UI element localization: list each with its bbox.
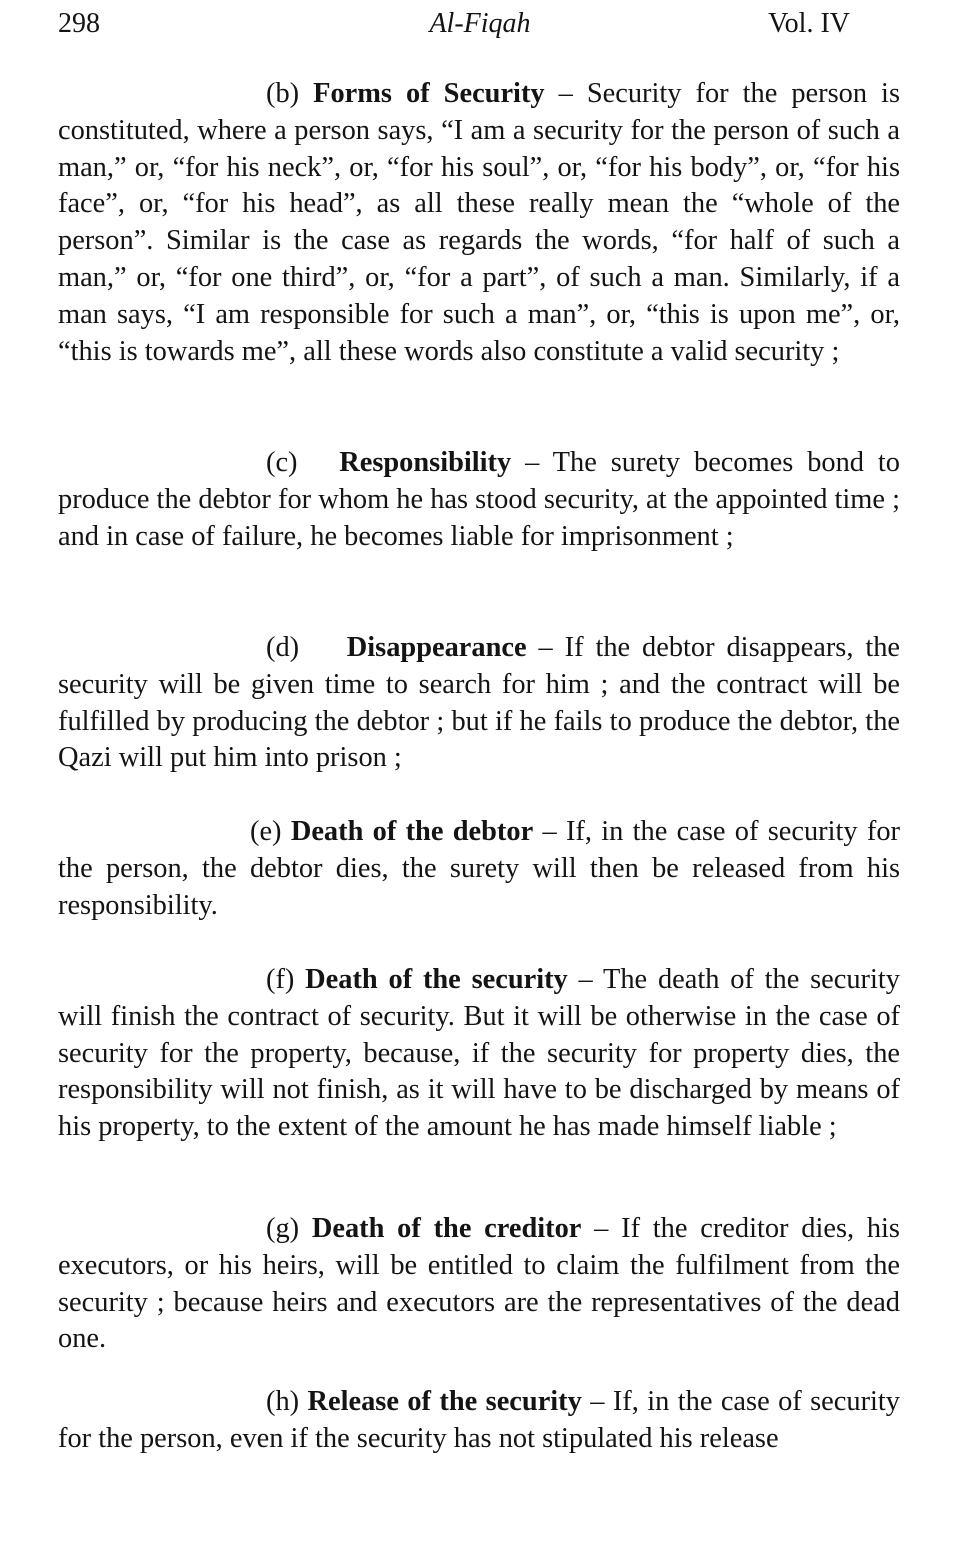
section-g: [58, 1211, 900, 1358]
section-h: [58, 1384, 900, 1458]
section-text: If, in the case of security for the person, even if the security has not stipulated his release: [58, 1386, 900, 1454]
section-b: [58, 76, 900, 370]
volume-label: Vol. IV: [768, 8, 850, 39]
page-number: 298: [58, 8, 100, 39]
section-dash: –: [511, 447, 553, 478]
section-text: If the debtor disappears, the security will be given time to search for him ; and the contract will be fulfilled by producing the debtor ; but if he fails to produce the debtor, the Qazi will put him into prison ;: [58, 632, 901, 774]
section-dash: –: [526, 632, 565, 663]
section-dash: –: [544, 78, 587, 109]
section-label: (e): [250, 816, 282, 847]
section-heading: Release of the security: [307, 1386, 582, 1417]
book-title: Al-Fiqah: [429, 8, 531, 39]
section-text: If the creditor dies, his executors, or his heirs, will be entitled to claim the fulfilment from the security ; because heirs and executors are the representatives of the dead one.: [58, 1213, 900, 1355]
section-label: (c): [266, 447, 298, 478]
section-label: (f): [266, 964, 295, 995]
section-dash: –: [533, 816, 566, 847]
section-text: Security for the person is constituted, where a person says, “I am a security for the person of such a man,” or, “for his neck”, or, “for his soul”, or, “for his body”, or, “for his face”, or, “for his head”, as all these really mean the “whole of the person”. Similar is the case as regards the words, “for half of such a man,” or, “for one third”, or, “for a part”, of such a man. Similarly, if a man says, “I am responsible for such a man”, or, “this is upon me”, or, “this is towards me”, all these words also constitute a valid security ;: [58, 78, 900, 367]
section-label: (h): [266, 1386, 300, 1417]
section-text: The surety becomes bond to produce the debtor for whom he has stood security, at the appointed time ; and in case of failure, he becomes liable for imprisonment ;: [58, 447, 900, 552]
section-dash: –: [581, 1386, 613, 1417]
section-dash: –: [581, 1213, 622, 1244]
section-heading: Death of the security: [305, 964, 568, 995]
section-heading: Death of the debtor: [290, 816, 534, 847]
section-heading: Death of the creditor: [311, 1213, 582, 1244]
section-label: (b): [266, 78, 300, 109]
section-heading: Responsibility: [339, 447, 512, 478]
section-f: [58, 962, 900, 1146]
section-heading: Forms of Security: [313, 78, 545, 109]
section-heading: Disappearance: [346, 632, 527, 663]
section-c: [58, 445, 900, 555]
section-d: [58, 630, 900, 777]
section-label: (g): [266, 1213, 300, 1244]
section-dash: –: [567, 964, 604, 995]
section-text: The death of the security will finish the contract of security. But it will be otherwise in the case of security for the property, because, if the security for property dies, the responsibility will not finish, as it will have to be discharged by means of his property, to the extent of the amount he has made himself liable ;: [58, 964, 900, 1143]
section-label: (d): [266, 632, 300, 663]
section-text: If, in the case of security for the person, the debtor dies, the surety will then be released from his responsibility.: [58, 816, 900, 921]
running-header: [58, 2, 902, 46]
section-e: [58, 814, 900, 924]
